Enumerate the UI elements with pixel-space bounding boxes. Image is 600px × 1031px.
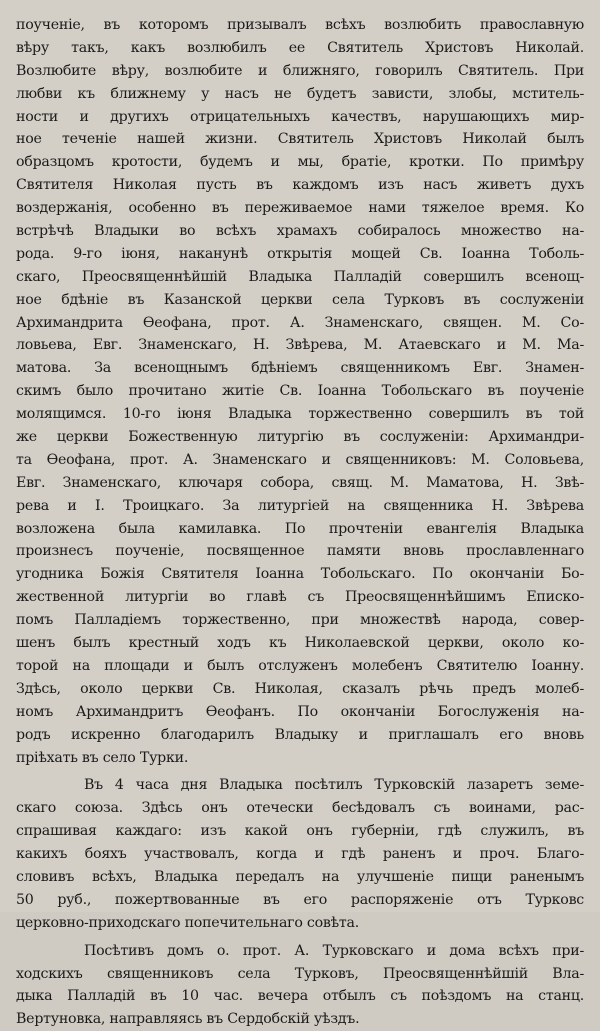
text-line: Въ 4 часа дня Владыка посѣтилъ Турковскій лазаретъ земе- — [84, 777, 584, 794]
text-line: рева и І. Троицкаго. За литургіей на священника Н. Звѣрева — [16, 497, 584, 514]
paragraph — [16, 774, 584, 934]
text-line: Евг. Знаменскаго, ключаря собора, свящ. М. Маматова, Н. Звѣ- — [16, 474, 584, 491]
text-line: же церкви Божественную литургію въ сослуженіи: Архимандри- — [16, 429, 584, 446]
text-line: вѣру такъ, какъ возлюбилъ ее Святитель Христовъ Николай. — [16, 39, 584, 56]
text-line: Святителя Николая пусть въ каждомъ изъ насъ живетъ духъ — [16, 177, 584, 194]
text-line: та Ѳеофана, прот. А. Знаменскаго и священниковъ: М. Соловьева, — [16, 451, 584, 468]
text-line: торой на площади и былъ отслуженъ молебенъ Святителю Іоанну. — [16, 657, 584, 674]
text-line: образцомъ кротости, будемъ и мы, братіе, кротки. По примѣру — [16, 154, 584, 171]
text-line: любви къ ближнему у насъ не будетъ зависти, злобы, мститель- — [16, 85, 584, 102]
text-line: скаго союза. Здѣсь онъ отечески бесѣдовалъ съ воинами, рас- — [16, 800, 584, 817]
text-line: ное теченіе нашей жизни. Святитель Христовъ Николай былъ — [16, 131, 584, 148]
paragraph — [16, 940, 584, 1031]
text-line: угодника Божія Святителя Іоанна Тобольскаго. По окончаніи Бо- — [16, 566, 584, 583]
text-line: ходскихъ священниковъ села Турковъ, Преосвященнѣйшій Вла- — [16, 965, 584, 982]
text-line: молящимся. 10-го іюня Владыка торжественно совершилъ въ той — [16, 406, 584, 423]
text-line: воздержанія, особенно въ переживаемое нами тяжелое время. Ко — [16, 200, 584, 217]
text-line: помъ Палладіемъ торжественно, при множествѣ народа, совер- — [16, 612, 584, 629]
text-line: какихъ бояхъ участвовалъ, когда и гдѣ раненъ и проч. Благо- — [16, 846, 584, 863]
text-line: дыка Палладій въ 10 час. вечера отбылъ съ поѣздомъ на станц. — [16, 988, 584, 1005]
text-line: родъ искренно благодарилъ Владыку и приглашалъ его вновь — [16, 726, 584, 743]
text-line: матова. За всенощнымъ бдѣніемъ священникомъ Евг. Знамен- — [16, 360, 584, 377]
text-line: пріѣхать въ село Турки. — [16, 749, 189, 766]
text-line: шенъ былъ крестный ходъ къ Николаевской церкви, около ко- — [16, 635, 584, 652]
text-line: ности и другихъ отрицательныхъ качествъ, нарушающихъ мир- — [16, 108, 584, 125]
text-line: встрѣчѣ Владыки во всѣхъ храмахъ собиралось множество на- — [16, 223, 584, 240]
text-body — [16, 14, 584, 1031]
text-line: возложена была камилавка. По прочтеніи евангелія Владыка — [16, 520, 584, 537]
text-line: номъ Архимандритъ Ѳеофанъ. По окончаніи Богослуженія на- — [16, 703, 584, 720]
text-line: ное бдѣніе въ Казанской церкви села Турковъ въ сослуженіи — [16, 291, 584, 308]
text-line: Вертуновка, направляясь въ Сердобскій уѣздъ. — [16, 1011, 360, 1028]
text-line: Посѣтивъ домъ о. прот. А. Турковскаго и дома всѣхъ при- — [84, 942, 584, 959]
text-line: скимъ было прочитано житіе Св. Іоанна Тобольскаго въ поученіе — [16, 383, 584, 400]
text-line: произнесъ поученіе, посвященное памяти вновь прославленнаго — [16, 543, 584, 560]
text-line: поученіе, въ которомъ призывалъ всѣхъ возлюбить православную — [16, 17, 584, 33]
text-line: скаго, Преосвященнѣйшій Владыка Палладій совершилъ всенощ- — [16, 268, 584, 285]
text-line: ловьева, Евг. Знаменскаго, Н. Звѣрева, М. Атаевскаго и М. Ма- — [16, 337, 584, 354]
paragraph — [16, 14, 584, 769]
text-line: жественной литургіи во главѣ съ Преосвященнѣйшимъ Еписко- — [16, 589, 584, 606]
text-line: Возлюбите вѣру, возлюбите и ближняго, говорилъ Святитель. При — [16, 62, 584, 79]
text-line: Здѣсь, около церкви Св. Николая, сказалъ рѣчь предъ молеб- — [16, 680, 584, 697]
text-line: Архимандрита Ѳеофана, прот. А. Знаменскаго, священ. М. Со- — [16, 314, 584, 331]
text-line: рода. 9-го іюня, наканунѣ открытія мощей Св. Іоанна Тоболь- — [16, 245, 584, 262]
text-line: 50 руб., пожертвованные въ его распоряженіе отъ Турковс — [16, 891, 584, 908]
text-line: спрашивая каждаго: изъ какой онъ губерніи, гдѣ служилъ, въ — [16, 823, 584, 840]
text-line: церковно-приходскаго попечительнаго совѣта. — [16, 914, 359, 931]
text-line: словивъ всѣхъ, Владыка передалъ на улучшеніе пищи раненымъ — [16, 868, 584, 885]
